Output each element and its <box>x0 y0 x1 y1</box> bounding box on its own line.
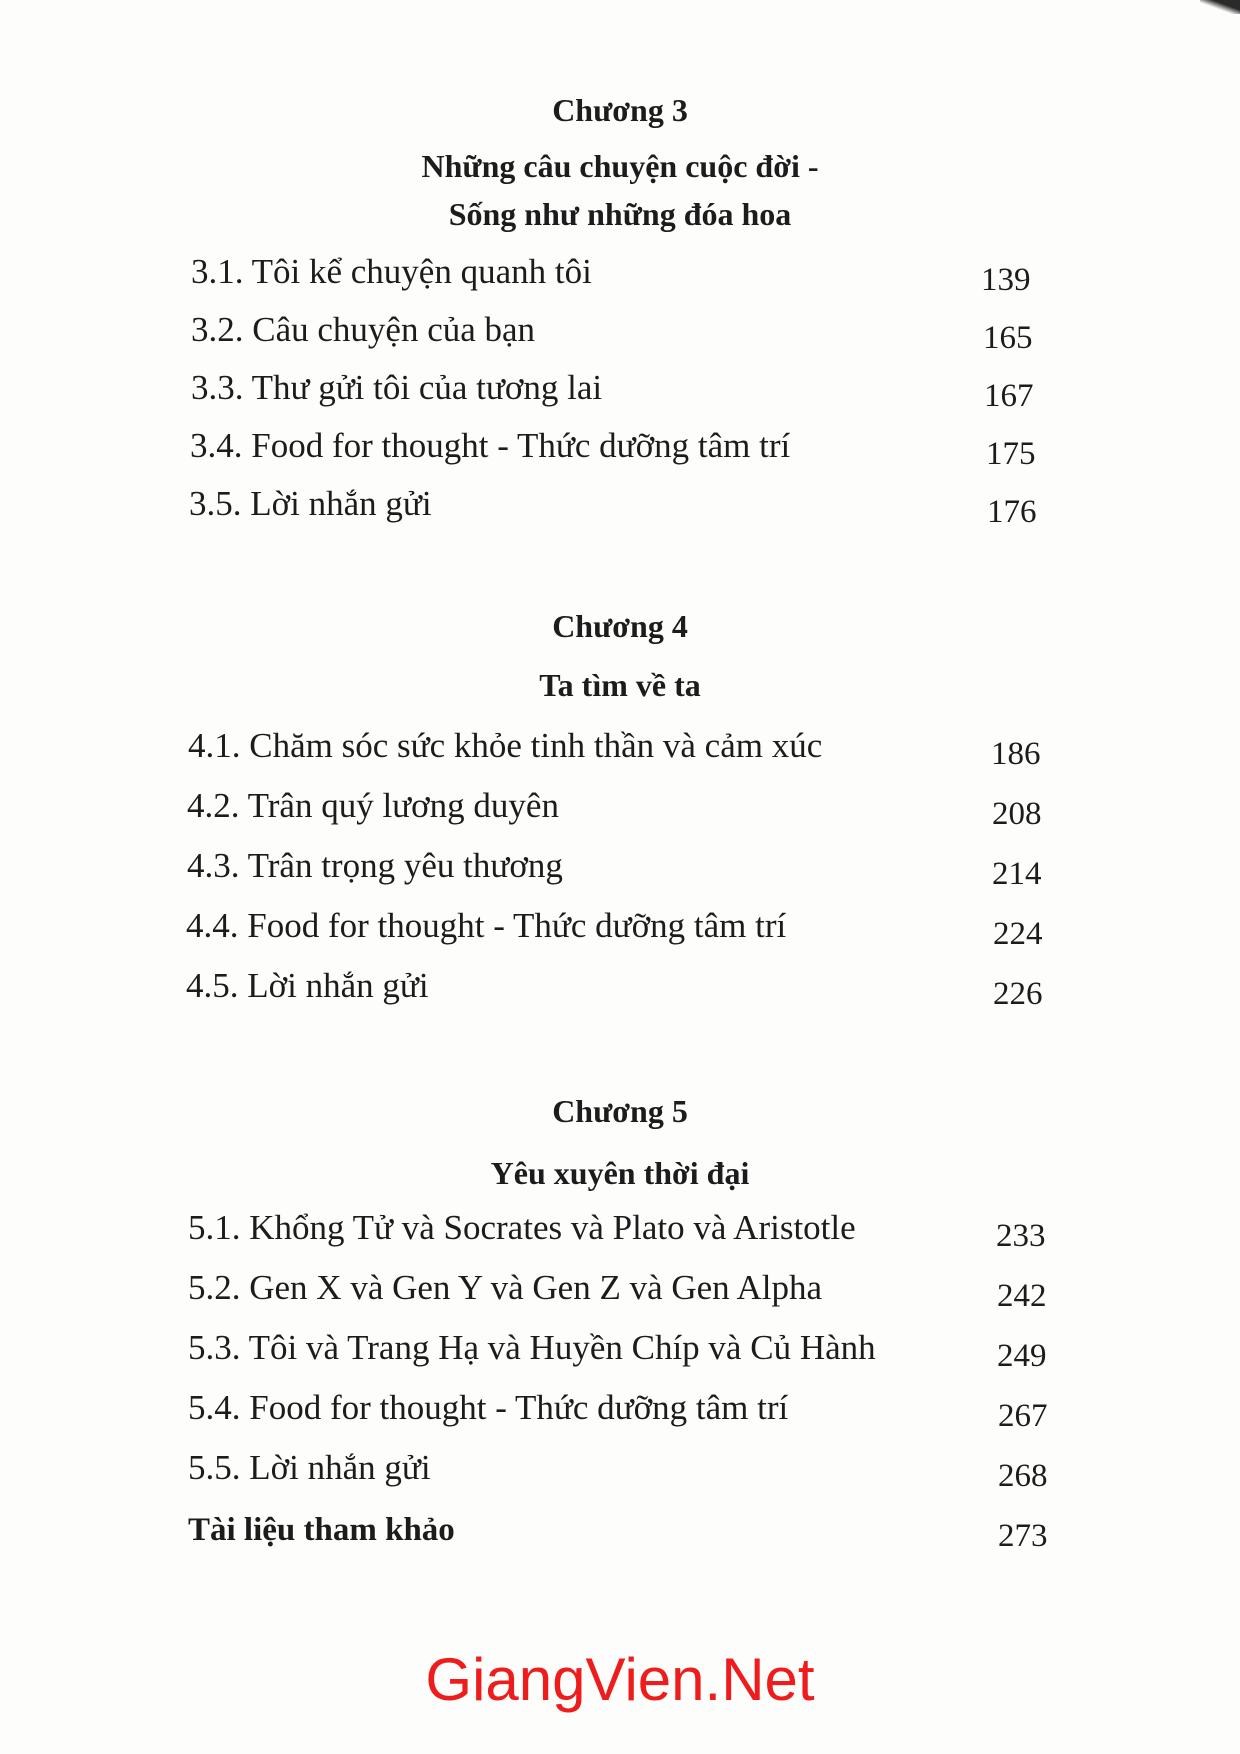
chapter-4-heading: Chương 4 <box>552 608 688 644</box>
toc-entry-page: 176 <box>987 494 1037 530</box>
toc-entry-page: 175 <box>986 436 1036 472</box>
page-corner-shadow <box>1200 0 1240 14</box>
toc-entry-label: 4.4. Food for thought - Thức dưỡng tâm trí <box>186 906 787 945</box>
toc-entry-3-3[interactable] <box>0 368 1240 428</box>
toc-entry-page: 139 <box>981 262 1031 298</box>
toc-entry-page: 226 <box>993 976 1043 1012</box>
toc-entry-label: 5.5. Lời nhắn gửi <box>188 1448 431 1487</box>
toc-entry-page: 268 <box>998 1458 1048 1494</box>
toc-entry-5-1[interactable] <box>0 1208 1240 1268</box>
toc-entry-5-5[interactable] <box>0 1448 1240 1508</box>
toc-entry-label: 5.2. Gen X và Gen Y và Gen Z và Gen Alpha <box>188 1268 823 1307</box>
toc-entry-label: 5.3. Tôi và Trang Hạ và Huyền Chíp và Củ Hành <box>188 1328 876 1367</box>
toc-entry-5-4[interactable] <box>0 1388 1240 1448</box>
toc-entry-page: 249 <box>997 1338 1047 1374</box>
toc-entry-references[interactable] <box>0 1508 1240 1568</box>
toc-entry-label: 4.3. Trân trọng yêu thương <box>187 846 563 885</box>
references-label: Tài liệu tham khảo <box>188 1512 455 1548</box>
references-page: 273 <box>998 1518 1048 1554</box>
toc-entry-page: 208 <box>992 796 1042 832</box>
toc-entry-label: 4.5. Lời nhắn gửi <box>186 966 429 1005</box>
toc-entry-page: 167 <box>984 378 1034 414</box>
toc-entry-label: 4.1. Chăm sóc sức khỏe tinh thần và cảm xúc <box>188 726 823 765</box>
toc-entry-label: 4.2. Trân quý lương duyên <box>187 786 559 825</box>
toc-entry-label: 3.1. Tôi kể chuyện quanh tôi <box>191 252 592 291</box>
toc-entry-page: 242 <box>997 1278 1047 1314</box>
toc-entry-3-2[interactable] <box>0 310 1240 370</box>
toc-entry-5-3[interactable] <box>0 1328 1240 1388</box>
toc-entry-page: 224 <box>993 916 1043 952</box>
chapter-5-heading: Chương 5 <box>552 1093 688 1129</box>
toc-entry-page: 186 <box>991 736 1041 772</box>
site-watermark: GiangVien.Net <box>425 1646 815 1713</box>
chapter-3-title-line-2: Sống như những đóa hoa <box>448 196 792 232</box>
toc-entry-4-5[interactable] <box>0 966 1240 1026</box>
toc-entry-4-1[interactable] <box>0 726 1240 786</box>
toc-entry-label: 3.5. Lời nhắn gửi <box>189 484 432 523</box>
chapter-4-title: Ta tìm về ta <box>539 667 701 703</box>
toc-entry-4-3[interactable] <box>0 846 1240 906</box>
toc-entry-3-5[interactable] <box>0 484 1240 544</box>
toc-entry-3-4[interactable] <box>0 426 1240 486</box>
toc-entry-3-1[interactable] <box>0 252 1240 312</box>
chapter-3-title-line-1: Những câu chuyện cuộc đời - <box>421 148 819 184</box>
toc-entry-4-2[interactable] <box>0 786 1240 846</box>
toc-entry-5-2[interactable] <box>0 1268 1240 1328</box>
chapter-5-title: Yêu xuyên thời đại <box>490 1155 750 1191</box>
toc-entry-page: 233 <box>996 1218 1046 1254</box>
toc-entry-label: 3.3. Thư gửi tôi của tương lai <box>191 368 603 407</box>
toc-entry-label: 3.2. Câu chuyện của bạn <box>191 310 536 349</box>
toc-entry-page: 267 <box>998 1398 1048 1434</box>
chapter-3-heading: Chương 3 <box>552 92 688 128</box>
toc-entry-label: 3.4. Food for thought - Thức dưỡng tâm trí <box>190 426 791 465</box>
toc-entry-label: 5.1. Khổng Tử và Socrates và Plato và Aristotle <box>188 1208 856 1247</box>
toc-entry-label: 5.4. Food for thought - Thức dưỡng tâm trí <box>188 1388 789 1427</box>
toc-entry-page: 214 <box>992 856 1042 892</box>
toc-entry-4-4[interactable] <box>0 906 1240 966</box>
toc-entry-page: 165 <box>983 320 1033 356</box>
